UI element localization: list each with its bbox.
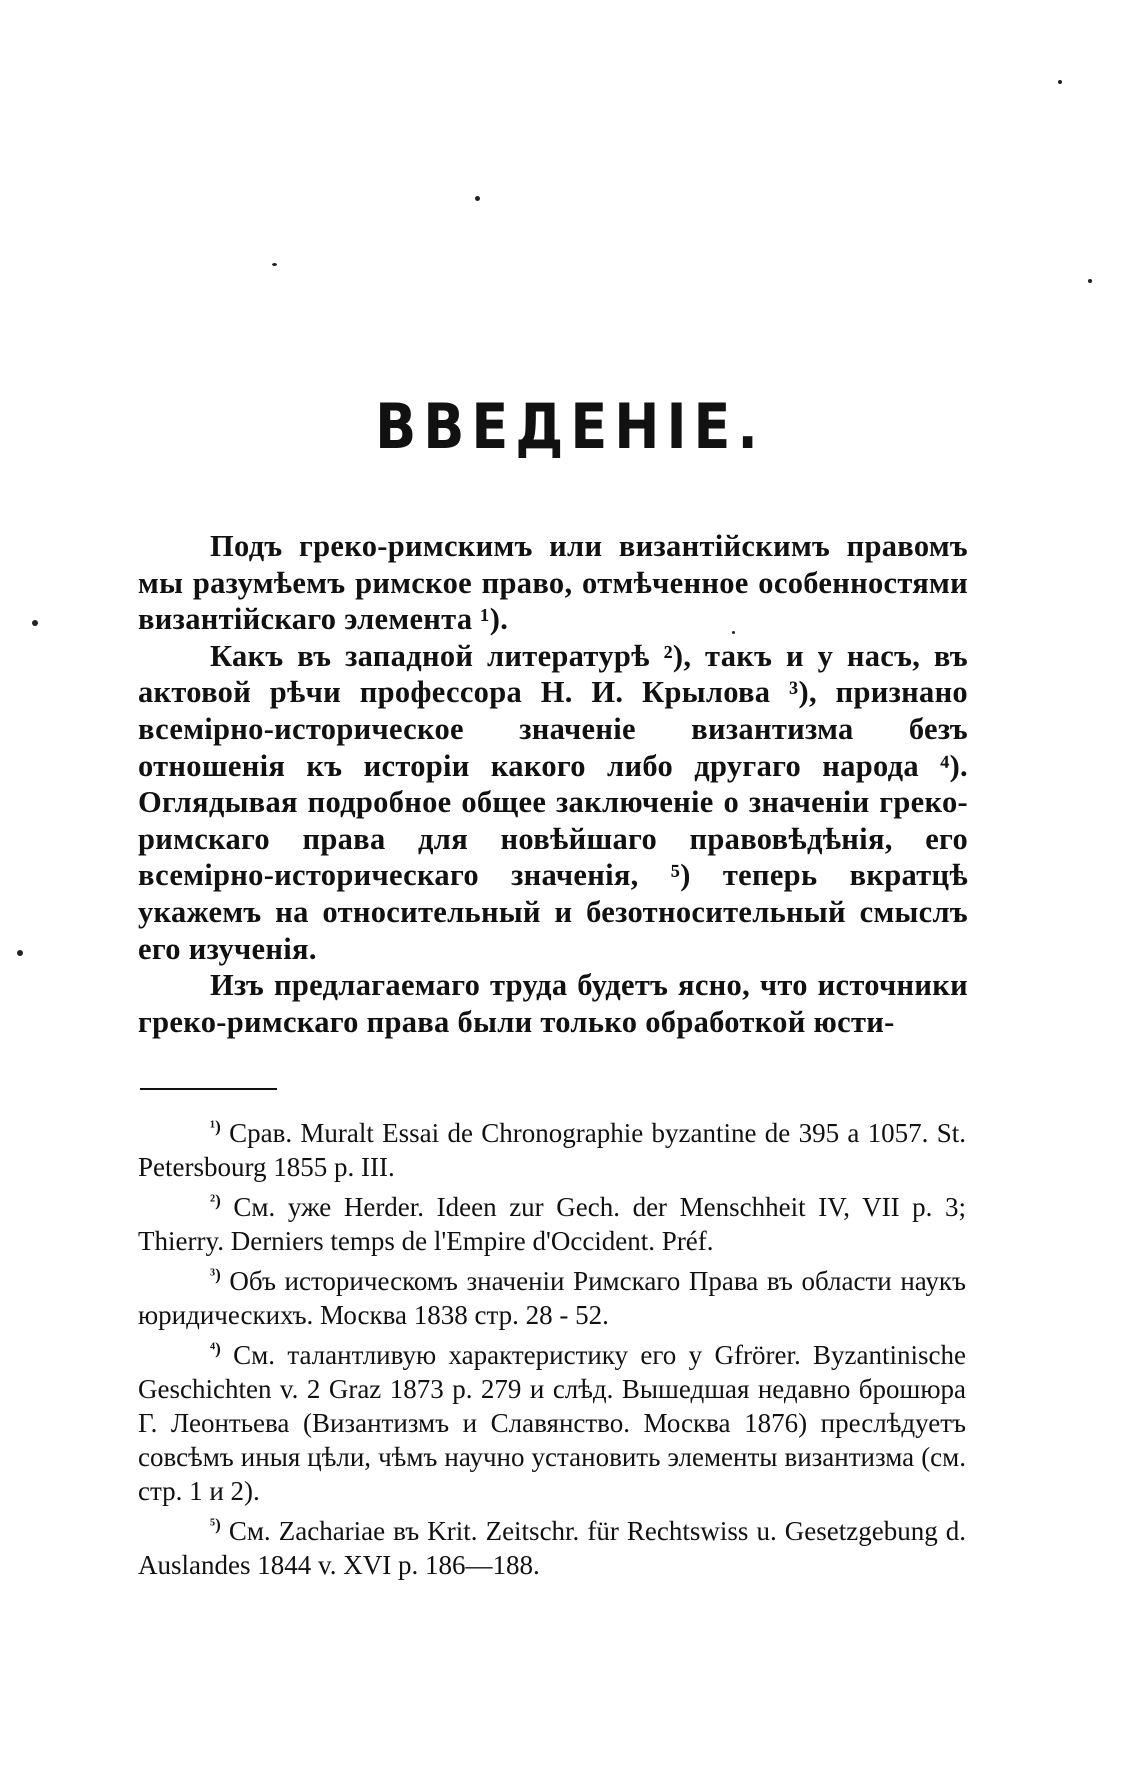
ink-speck: [32, 620, 38, 626]
footnote-mark: ²): [210, 1191, 221, 1210]
ink-speck: [17, 950, 23, 956]
footnote: [138, 1110, 966, 1184]
main-text: [138, 528, 968, 1040]
paragraph: Изъ предлагаемаго труда будетъ ясно, что источники греко-римскаго права были только обработкой юсти-: [138, 968, 968, 1039]
footnote-mark: ¹): [210, 1117, 221, 1136]
ink-speck: [475, 196, 480, 201]
ink-speck: [272, 263, 277, 266]
footnote: [138, 1258, 966, 1332]
paragraph: Какъ въ западной литературѣ ²), такъ и у насъ, въ актовой рѣчи профессора Н. И. Крылова ³), признано всемірно-историческое значеніе византизма безъ отношенія къ исторіи какого либо другаго народа ⁴). Оглядывая подробное общее заключеніе о значеніи греко-римскаго права для новѣйшаго правовѣдѣнія, его всемірно-историческаго значенія, ⁵) теперь вкратцѣ укажемъ на относительный и безотносительный смыслъ его изученія.: [138, 638, 968, 966]
footnote-mark: ⁵): [210, 1515, 221, 1534]
footnote: [138, 1184, 966, 1258]
footnote-mark: ⁴): [210, 1339, 221, 1358]
paragraph: Подъ греко-римскимъ или византійскимъ правомъ мы разумѣемъ римское право, отмѣченное особенностями византійскаго элемента ¹).: [138, 529, 968, 637]
footnote-text: См. уже Herder. Ideen zur Gech. der Menschheit IV, VII p. 3; Thierry. Derniers temps de l'Empire d'Occident. Préf.: [138, 1192, 966, 1256]
footnote-mark: ³): [210, 1265, 221, 1284]
ink-speck: [1058, 80, 1062, 84]
chapter-title: ВВЕДЕНІЕ.: [375, 390, 765, 463]
footnote: [138, 1508, 966, 1582]
footnote: [138, 1332, 966, 1508]
footnote-text: См. талантливую характеристику его у Gfrörer. Byzantinische Geschichten v. 2 Graz 1873 p. 279 и слѣд. Вышедшая недавно брошюра Г. Леонтьева (Византизмъ и Славянство. Москва 1876) преслѣдуетъ совсѣмъ иныя цѣли, чѣмъ научно установить элементы византизма (см. стр. 1 и 2).: [138, 1340, 966, 1506]
footnote-text: Объ историческомъ значеніи Римскаго Права въ области наукъ юридическихъ. Москва 1838 стр. 28 - 52.: [138, 1266, 966, 1330]
ink-speck: [1088, 279, 1092, 283]
footnotes: [138, 1110, 966, 1582]
footnote-text: Срав. Muralt Essai de Chronographie byzantine de 395 a 1057. St. Petersbourg 1855 p. III.: [138, 1118, 966, 1182]
footnote-divider: [140, 1088, 277, 1090]
footnote-text: См. Zachariae въ Krit. Zeitschr. für Rechtswiss u. Gesetzgebung d. Auslandes 1844 v. XVI p. 186—188.: [138, 1516, 966, 1580]
